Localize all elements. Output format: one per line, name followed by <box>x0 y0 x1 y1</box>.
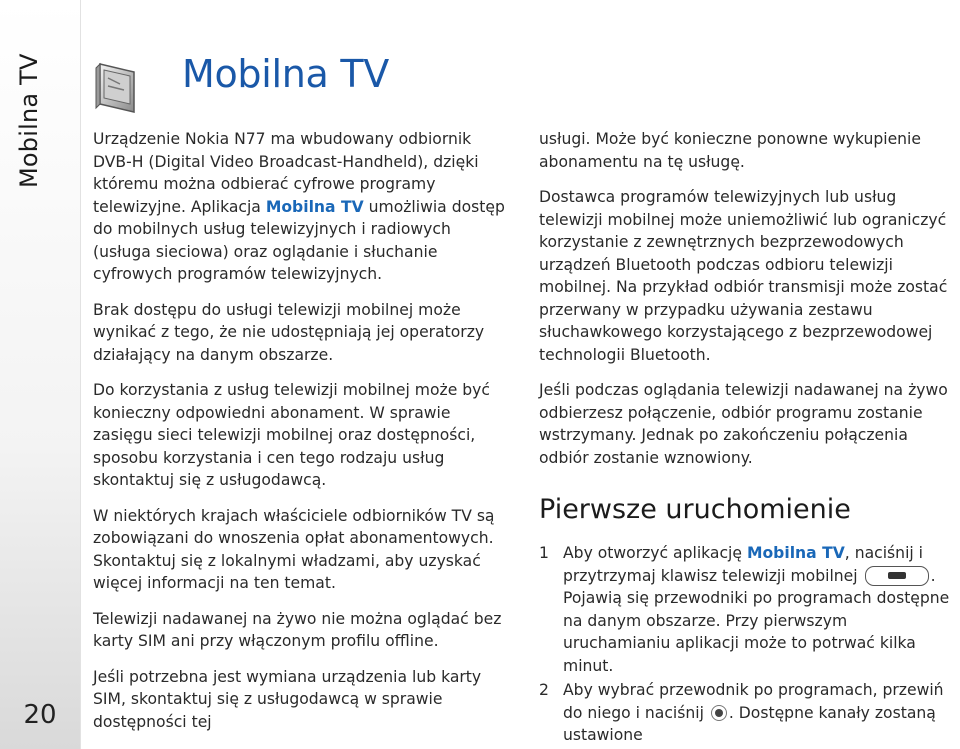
app-name: Mobilna TV <box>265 197 364 216</box>
sim-paragraph: Telewizji nadawanej na żywo nie można oglądać bez karty SIM ani przy włączonym profilu offline. <box>93 609 502 650</box>
tv-icon <box>94 62 138 114</box>
subscription-paragraph: Do korzystania z usług telewizji mobilnej może być konieczny odpowiedni abonament. W sprawie zasięgu sieci telewizji mobilnej oraz dostępności, sposobu korzystania i cen tego rodzaju usług skontaktuj się z usługodawcą. <box>93 381 490 489</box>
replacement-paragraph: Jeśli potrzebna jest wymiana urządzenia lub karty SIM, skontaktuj się z usługodawcą w sprawie dostępności tej <box>93 667 482 731</box>
step-number: 1 <box>539 544 549 562</box>
list-item: 2 Aby wybrać przewodnik po programach, przewiń do niego i naciśnij . Dostępne kanały zostaną ustawione <box>539 681 944 744</box>
license-paragraph: W niektórych krajach właściciele odbiorników TV są zobowiązani do wnoszenia opłat abonamentowych. Skontaktuj się z lokalnymi władzami, aby uzyskać więcej informacji na ten temat. <box>93 506 495 592</box>
step-number: 2 <box>539 681 549 699</box>
list-item: 1 Aby otworzyć aplikację Mobilna TV, naciśnij i przytrzymaj klawisz telewizji mobilnej . Pojawią się przewodniki po programach dostępne na danym obszarze. Przy pierwszym uruchamianiu aplikacji może to potrwać kilka minut. <box>539 544 950 675</box>
steps-list <box>539 542 957 747</box>
service-paragraph: usługi. Może być konieczne ponowne wykupienie abonamentu na tę usługę. <box>539 130 921 171</box>
intro-paragraph: Urządzenie Nokia N77 ma wbudowany odbiornik DVB-H (Digital Video Broadcast-Handheld), dzięki któremu można odbierać cyfrowe programy telewizyjne. Aplikacja Mobilna TV umożliwia dostęp do mobilnych usług telewizyjnych i radiowych (usługa sieciowa) oraz oglądanie i słuchanie cyfrowych programów telewizyjnych. <box>93 130 505 283</box>
section-heading: Pierwsze uruchomienie <box>539 494 851 525</box>
tv-key-icon <box>865 566 929 586</box>
call-paragraph: Jeśli podczas oglądania telewizji nadawanej na żywo odbierzesz połączenie, odbiór programu zostanie wstrzymany. Jednak po zakończeniu połączenia odbiór zostanie wznowiony. <box>539 381 948 467</box>
side-tab <box>0 0 81 749</box>
left-column <box>93 128 513 746</box>
side-tab-title: Mobilna TV <box>15 53 43 188</box>
availability-paragraph: Brak dostępu do usługi telewizji mobilnej może wynikać z tego, że nie udostępniają jej operatorzy działający na danym obszarze. <box>93 300 485 364</box>
select-key-icon <box>711 705 727 721</box>
page-number: 20 <box>23 700 57 730</box>
page-title: Mobilna TV <box>182 52 389 96</box>
app-name: Mobilna TV <box>746 544 845 562</box>
right-column <box>539 128 957 749</box>
bluetooth-paragraph: Dostawca programów telewizyjnych lub usług telewizji mobilnej może uniemożliwić lub ograniczyć korzystanie z zewnętrznych bezprzewodowych urządzeń Bluetooth podczas odbioru telewizji mobilnej. Na przykład odbiór transmisji może zostać przerwany w przypadku używania zestawu słuchawkowego korzystającego z bezprzewodowej technologii Bluetooth. <box>539 188 948 364</box>
